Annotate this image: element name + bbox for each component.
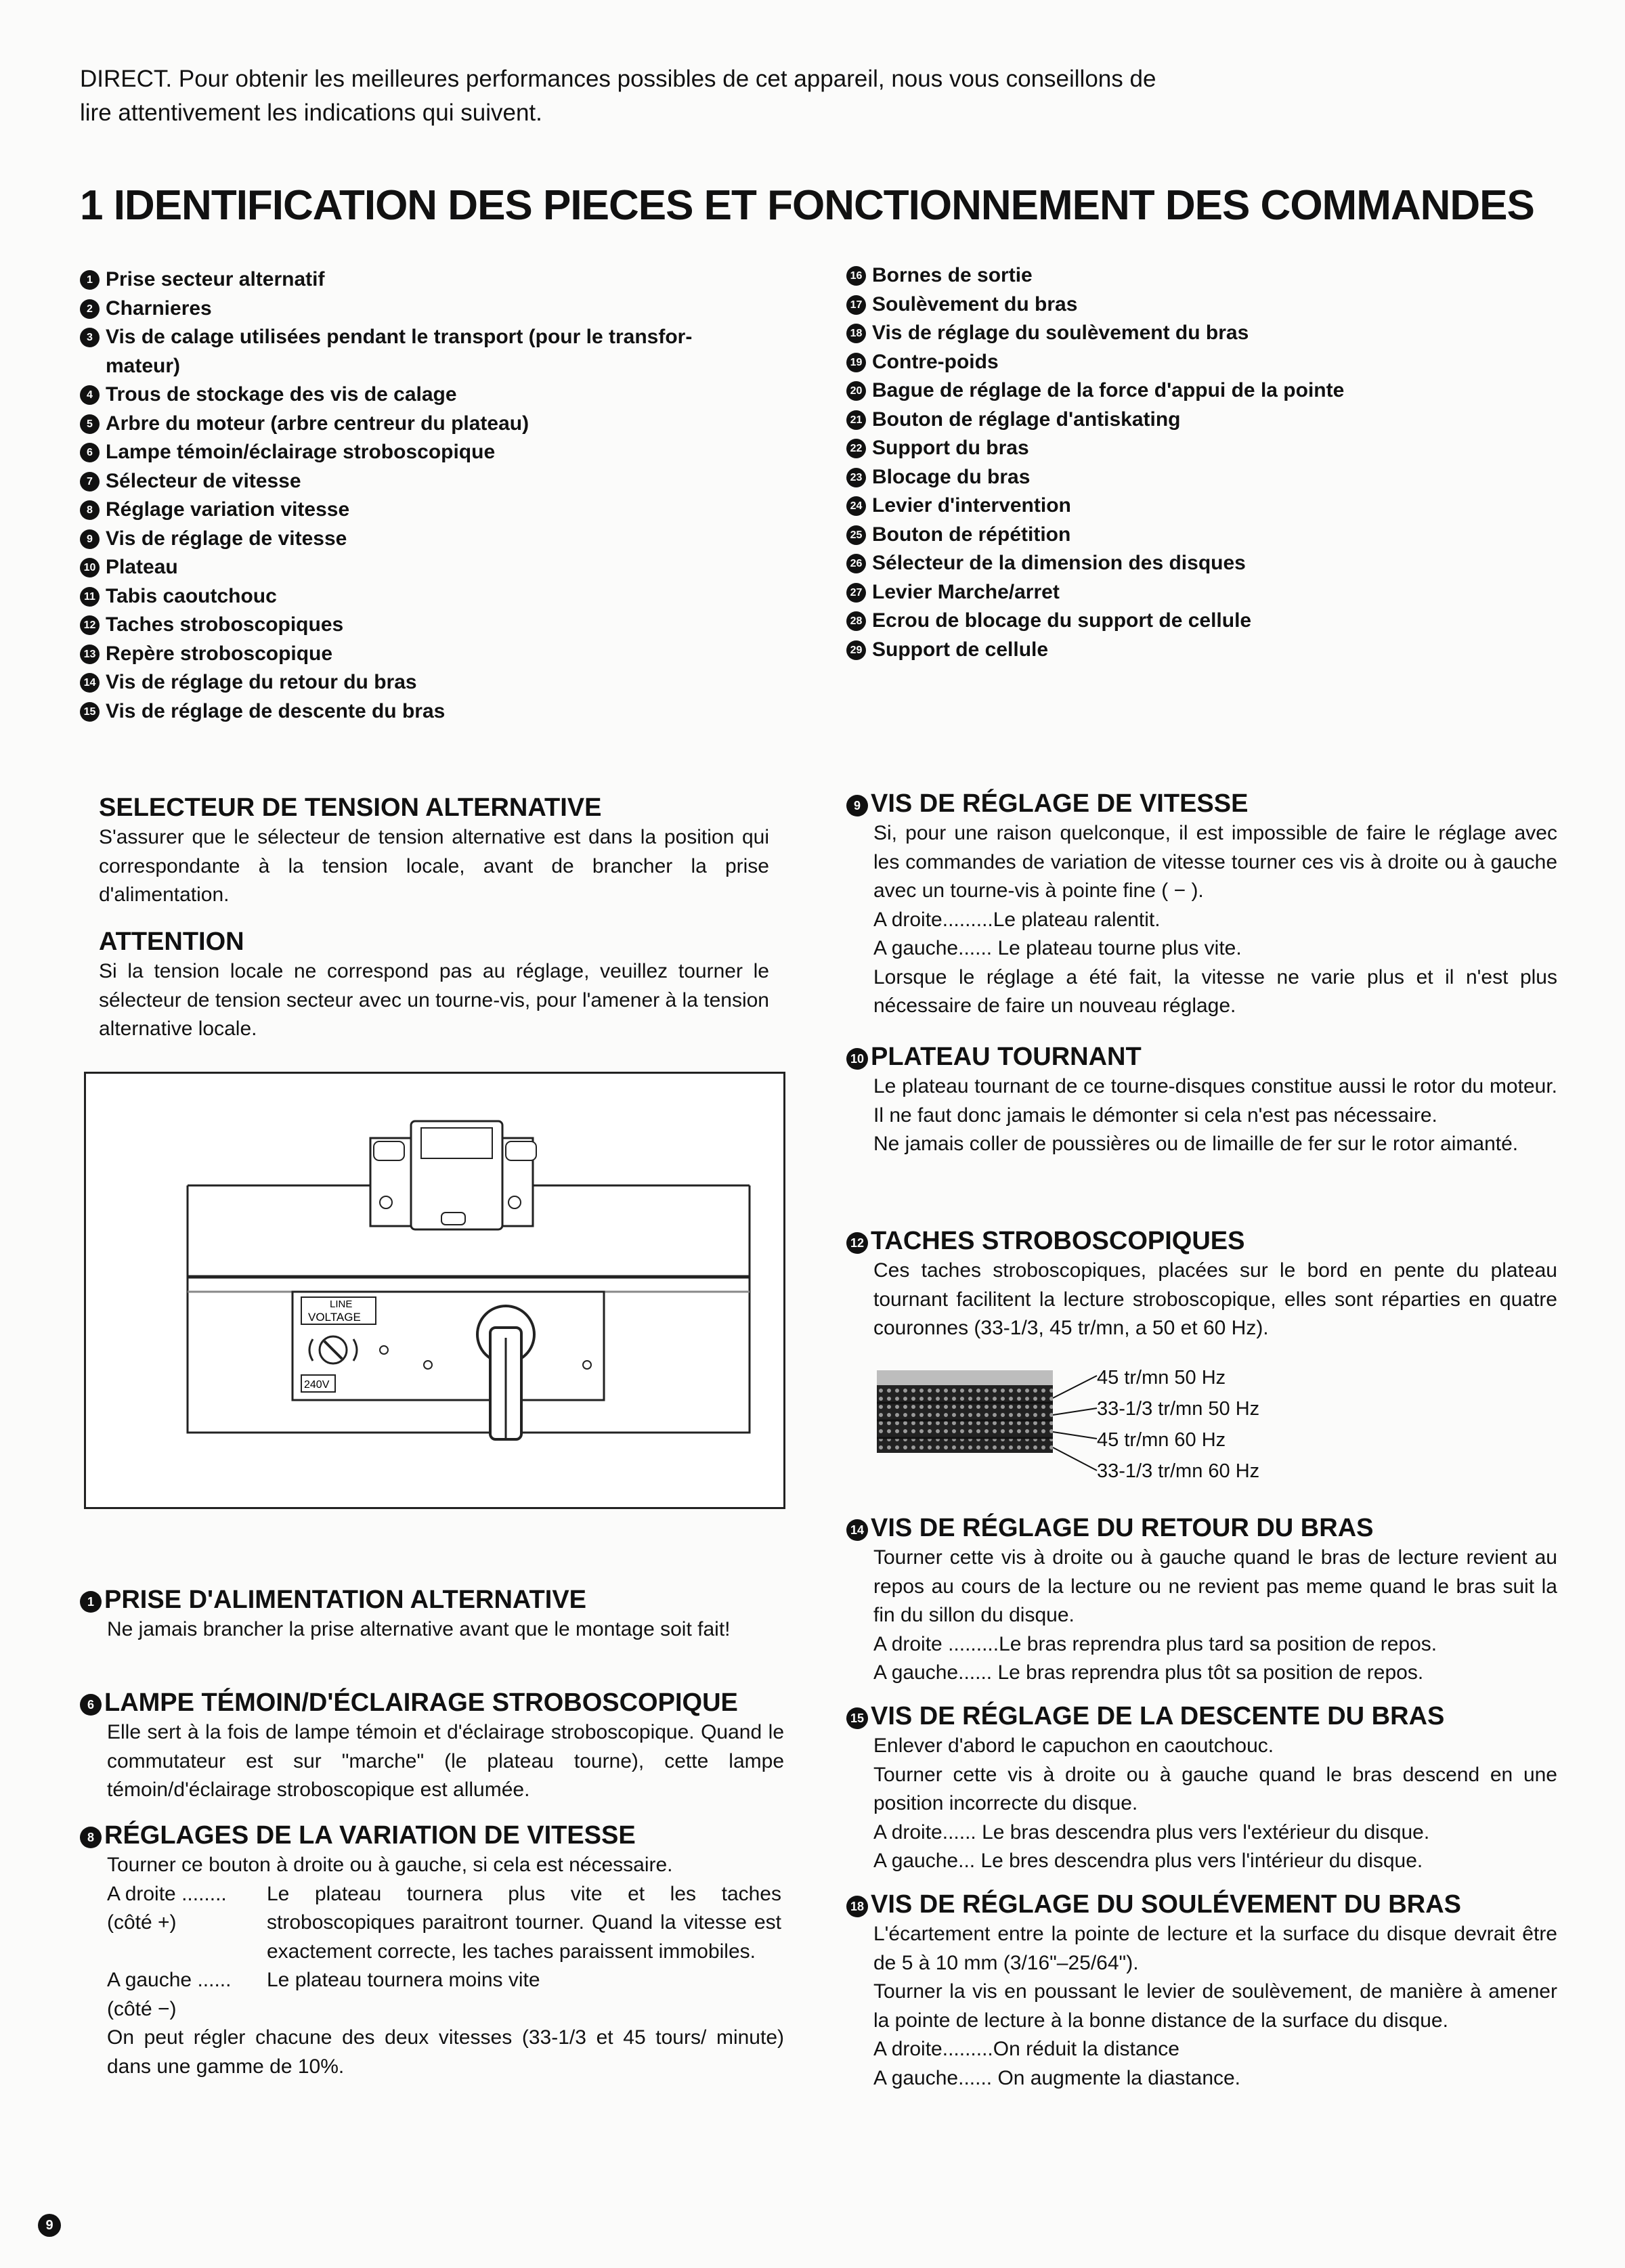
section-title (846, 1701, 1557, 1732)
section-text: Tourner cette vis à droite ou à gauche quand le bras de lecture revient au repos au cours de la lecture ou ne revient pas meme quand le bras suit la fin du sillon du disque. (873, 1546, 1557, 1626)
part-item (846, 406, 1591, 435)
part-label: Blocage du bras (872, 465, 1031, 488)
section-text: Si la tension locale ne correspond pas au réglage, veuillez tourner le sélecteur de tension secteur avec un tourne-vis, pour l'amener à la tension alternative locale. (99, 960, 769, 1040)
part-label: Trous de stockage des vis de calage (106, 383, 457, 406)
part-label: Arbre du moteur (arbre centreur du plateau) (106, 412, 529, 435)
part-label: Sélecteur de vitesse (106, 469, 301, 492)
intro-text (80, 62, 1434, 130)
section-taches-stroboscopiques (846, 1225, 1557, 1343)
part-item (846, 290, 1591, 320)
figure-label-line: LINE (330, 1299, 353, 1310)
part-item (80, 410, 825, 439)
figure-label-voltage: VOLTAGE (308, 1311, 361, 1324)
adjust-line-left: A gauche...... Le plateau tourne plus vite. (873, 937, 1242, 959)
main-title: 1 IDENTIFICATION DES PIECES ET FONCTIONNEMENT DES COMMANDES (80, 182, 1534, 229)
part-number-badge: 25 (846, 525, 866, 545)
part-item (846, 319, 1591, 348)
section-text: L'écartement entre la pointe de lecture et la surface du disque devrait être de 5 à 10 mm (3/16"–25/64"). (873, 1923, 1557, 1974)
section-retour-bras (846, 1512, 1557, 1688)
part-number-badge: 14 (80, 673, 100, 693)
section-number-badge: 18 (846, 1896, 868, 1917)
part-item (80, 582, 825, 611)
part-label: Bouton de réglage d'antiskating (872, 408, 1181, 431)
adjust-line-left: A gauche... Le bres descendra plus vers l'intérieur du disque. (873, 1850, 1423, 1872)
part-number-badge: 5 (80, 414, 100, 434)
part-number-badge: 22 (846, 439, 866, 458)
section-text: Ne jamais coller de poussières ou de limaille de fer sur le rotor aimanté. (873, 1133, 1519, 1155)
section-title: ATTENTION (99, 928, 244, 956)
part-label: Réglage variation vitesse (106, 498, 350, 521)
section-title (846, 1889, 1557, 1920)
part-number-badge: 3 (80, 328, 100, 347)
part-item (80, 611, 825, 640)
part-number-badge: 15 (80, 702, 100, 722)
part-number-badge: 10 (80, 558, 100, 577)
section-text: Lorsque le réglage a été fait, la vitesse ne varie plus et il n'est plus nécessaire de faire un nouveau réglage. (873, 965, 1557, 1017)
strobe-pattern-illustration (877, 1370, 1053, 1458)
part-number-badge: 23 (846, 468, 866, 487)
adjust-key-side: (côté −) (107, 1997, 177, 2020)
section-title-text: RÉGLAGES DE LA VARIATION DE VITESSE (104, 1821, 636, 1850)
part-number-badge: 9 (80, 529, 100, 549)
strobe-label: 45 tr/mn 50 Hz (1097, 1367, 1226, 1389)
part-number-badge: 4 (80, 385, 100, 405)
part-number-badge: 29 (846, 640, 866, 660)
part-number-badge: 28 (846, 611, 866, 631)
section-text: Ne jamais brancher la prise alternative avant que le montage soit fait! (107, 1618, 731, 1640)
part-item (846, 492, 1591, 521)
strobe-ring-labels (1097, 1362, 1259, 1487)
part-label: Bornes de sortie (872, 264, 1033, 286)
part-item (80, 467, 825, 496)
adjust-value: Le plateau tournera plus vite et les taches stroboscopiques paraitront tourner. Quand la vitesse est exactement correcte, les taches paraissent immobiles. (267, 1882, 781, 1963)
section-text: S'assurer que le sélecteur de tension alternative est dans la position qui correspondante à la tension locale, avant de brancher la prise d'alimentation. (99, 826, 769, 906)
part-item (80, 380, 825, 410)
adjust-row-left (107, 1966, 784, 2024)
part-item (80, 496, 825, 525)
section-title (80, 1584, 784, 1615)
voltage-selector-figure (84, 1072, 785, 1509)
figure-label-240v: 240V (304, 1379, 330, 1391)
section-text: Le plateau tournant de ce tourne-disques constitue aussi le rotor du moteur. Il ne faut donc jamais le démonter si cela n'est pas nécessaire. (873, 1075, 1557, 1127)
part-label: Levier d'intervention (872, 494, 1071, 517)
part-label: Lampe témoin/éclairage stroboscopique (106, 441, 496, 463)
part-label: Tabis caoutchouc (106, 584, 277, 607)
section-title-text: VIS DE RÉGLAGE DU RETOUR DU BRAS (871, 1514, 1374, 1542)
adjust-key: A droite ........ (107, 1882, 227, 1905)
part-label: Support de cellule (872, 638, 1049, 661)
part-number-badge: 24 (846, 496, 866, 516)
part-label: Vis de réglage du retour du bras (106, 671, 417, 693)
adjust-line-right: A droite...... Le bras descendra plus vers l'extérieur du disque. (873, 1820, 1430, 1844)
part-item (80, 323, 825, 380)
strobe-label: 33-1/3 tr/mn 50 Hz (1097, 1398, 1260, 1420)
part-number-badge: 19 (846, 353, 866, 372)
adjust-value: Le plateau tournera moins vite (267, 1969, 540, 1991)
part-number-badge: 1 (80, 270, 100, 290)
section-title-text: LAMPE TÉMOIN/D'ÉCLAIRAGE STROBOSCOPIQUE (104, 1688, 738, 1717)
part-label: Taches stroboscopiques (106, 613, 344, 636)
adjust-key-side: (côté +) (107, 1911, 177, 1934)
strobe-label: 33-1/3 tr/mn 60 Hz (1097, 1460, 1260, 1482)
section-number-badge: 1 (80, 1591, 102, 1613)
section-title (846, 1512, 1557, 1544)
section-title (846, 788, 1557, 819)
part-number-badge: 8 (80, 500, 100, 520)
part-label: Bague de réglage de la force d'appui de la pointe (872, 379, 1345, 401)
section-soulevement-bras (846, 1889, 1557, 2093)
section-number-badge: 12 (846, 1232, 868, 1254)
section-lampe-temoin (80, 1687, 784, 1805)
part-number-badge: 18 (846, 324, 866, 343)
parts-list-left (80, 265, 825, 726)
part-label: Vis de réglage du soulèvement du bras (872, 322, 1249, 344)
part-item (846, 578, 1591, 607)
section-text: Tourner la vis en poussant le levier de soulèvement, de manière à amener la pointe de lecture à la bonne distance de la surface du disque. (873, 1980, 1557, 2032)
part-item (80, 697, 825, 726)
part-item (80, 295, 825, 324)
section-title (80, 1687, 784, 1718)
part-label: Repère stroboscopique (106, 642, 333, 665)
section-text: Si, pour une raison quelconque, il est impossible de faire le réglage avec les commandes de variation de vitesse tourner ces vis à droite ou à gauche avec un tourne-vis à pointe fine ( − ). (873, 822, 1557, 902)
section-title-text: PRISE D'ALIMENTATION ALTERNATIVE (104, 1586, 587, 1614)
part-number-badge: 2 (80, 299, 100, 319)
adjust-row-right (107, 1880, 784, 1967)
page-number-badge: 9 (38, 2214, 61, 2237)
part-label: Ecrou de blocage du support de cellule (872, 609, 1252, 632)
part-label: Plateau (106, 556, 178, 578)
part-item (846, 348, 1591, 377)
section-text: Tourner cette vis à droite ou à gauche quand le bras descend en une position incorrecte du disque. (873, 1763, 1557, 1814)
part-label: Soulèvement du bras (872, 292, 1078, 315)
section-title-text: TACHES STROBOSCOPIQUES (871, 1227, 1245, 1255)
part-item (846, 376, 1591, 406)
section-title-text: VIS DE RÉGLAGE DE VITESSE (871, 789, 1249, 818)
section-title-text: PLATEAU TOURNANT (871, 1043, 1142, 1071)
adjust-line-left: A gauche...... Le bras reprendra plus tôt sa position de repos. (873, 1661, 1424, 1684)
adjust-line-right: A droite .........Le bras reprendra plus tard sa position de repos. (873, 1632, 1437, 1655)
section-title: SELECTEUR DE TENSION ALTERNATIVE (99, 793, 602, 822)
section-number-badge: 10 (846, 1048, 868, 1070)
section-outro: On peut régler chacune des deux vitesses (33-1/3 et 45 tours/ minute) dans une gamme de 10%. (107, 2026, 784, 2078)
part-number-badge: 20 (846, 381, 866, 401)
part-item (80, 668, 825, 697)
section-title-text: VIS DE RÉGLAGE DE LA DESCENTE DU BRAS (871, 1702, 1445, 1730)
section-attention (99, 926, 769, 1044)
adjust-key: A gauche ...... (107, 1969, 232, 1991)
section-title (80, 1820, 784, 1851)
section-prise-alimentation (80, 1584, 784, 1644)
part-number-badge: 21 (846, 410, 866, 430)
voltage-selector-illustration (86, 1074, 783, 1507)
section-number-badge: 6 (80, 1694, 102, 1716)
part-label: Levier Marche/arret (872, 580, 1060, 603)
section-number-badge: 14 (846, 1519, 868, 1541)
part-item (846, 434, 1591, 463)
section-plateau-tournant (846, 1041, 1557, 1159)
part-item (80, 265, 825, 295)
part-item (846, 463, 1591, 492)
part-item (846, 636, 1591, 665)
adjust-line-right: A droite.........Le plateau ralentit. (873, 908, 1161, 931)
section-title-text: VIS DE RÉGLAGE DU SOULÉVEMENT DU BRAS (871, 1890, 1461, 1919)
section-text: Enlever d'abord le capuchon en caoutchouc. (873, 1735, 1274, 1757)
strobe-leader-lines (1053, 1361, 1100, 1489)
section-number-badge: 15 (846, 1707, 868, 1729)
part-number-badge: 27 (846, 583, 866, 603)
part-number-badge: 12 (80, 615, 100, 635)
section-variation-vitesse (80, 1820, 784, 2081)
part-label: Vis de calage utilisées pendant le transport (pour le transfor- (106, 326, 693, 348)
part-item (80, 553, 825, 582)
section-number-badge: 9 (846, 795, 868, 816)
part-number-badge: 6 (80, 443, 100, 462)
section-title (846, 1041, 1557, 1072)
part-number-badge: 7 (80, 472, 100, 492)
section-descente-bras (846, 1701, 1557, 1876)
part-item (80, 525, 825, 554)
part-item (846, 521, 1591, 550)
part-label: Support du bras (872, 437, 1029, 459)
part-label: Sélecteur de la dimension des disques (872, 552, 1246, 574)
part-label: Vis de réglage de descente du bras (106, 699, 446, 722)
part-label: Prise secteur alternatif (106, 268, 325, 290)
part-number-badge: 17 (846, 295, 866, 315)
part-number-badge: 11 (80, 587, 100, 607)
adjust-line-right: A droite.........On réduit la distance (873, 2038, 1179, 2060)
part-item (846, 549, 1591, 578)
section-vis-vitesse (846, 788, 1557, 1021)
intro-line-2: lire attentivement les indications qui suivent. (80, 100, 542, 126)
parts-list-right (846, 261, 1591, 664)
part-number-badge: 13 (80, 645, 100, 664)
part-label: Contre-poids (872, 350, 999, 373)
section-text: Ces taches stroboscopiques, placées sur le bord en pente du plateau tournant facilitent la lecture stroboscopique, elles sont réparties en quatre couronnes (33-1/3, 45 tr/mn, a 50 et 60 Hz). (873, 1259, 1557, 1339)
adjust-line-left: A gauche...... On augmente la diastance. (873, 2066, 1241, 2089)
part-label: Bouton de répétition (872, 523, 1071, 546)
part-item (846, 607, 1591, 636)
part-item (80, 438, 825, 467)
part-number-badge: 16 (846, 266, 866, 286)
part-item (846, 261, 1591, 290)
part-item (80, 640, 825, 669)
section-number-badge: 8 (80, 1827, 102, 1848)
part-number-badge: 26 (846, 554, 866, 573)
intro-line-1: DIRECT. Pour obtenir les meilleures performances possibles de cet appareil, nous vous conseillons de (80, 66, 1156, 92)
section-intro: Tourner ce bouton à droite ou à gauche, si cela est nécessaire. (107, 1854, 673, 1876)
strobe-label: 45 tr/mn 60 Hz (1097, 1429, 1226, 1451)
part-label-continued: mateur) (106, 354, 181, 377)
section-text: Elle sert à la fois de lampe témoin et d'éclairage stroboscopique. Quand le commutateur est sur "marche" (le plateau tourne), cette lampe témoin/d'éclairage stroboscopique est allumée. (107, 1721, 784, 1801)
part-label: Vis de réglage de vitesse (106, 527, 347, 550)
section-selecteur (99, 792, 769, 910)
part-label: Charnieres (106, 297, 212, 320)
section-title (846, 1225, 1557, 1257)
